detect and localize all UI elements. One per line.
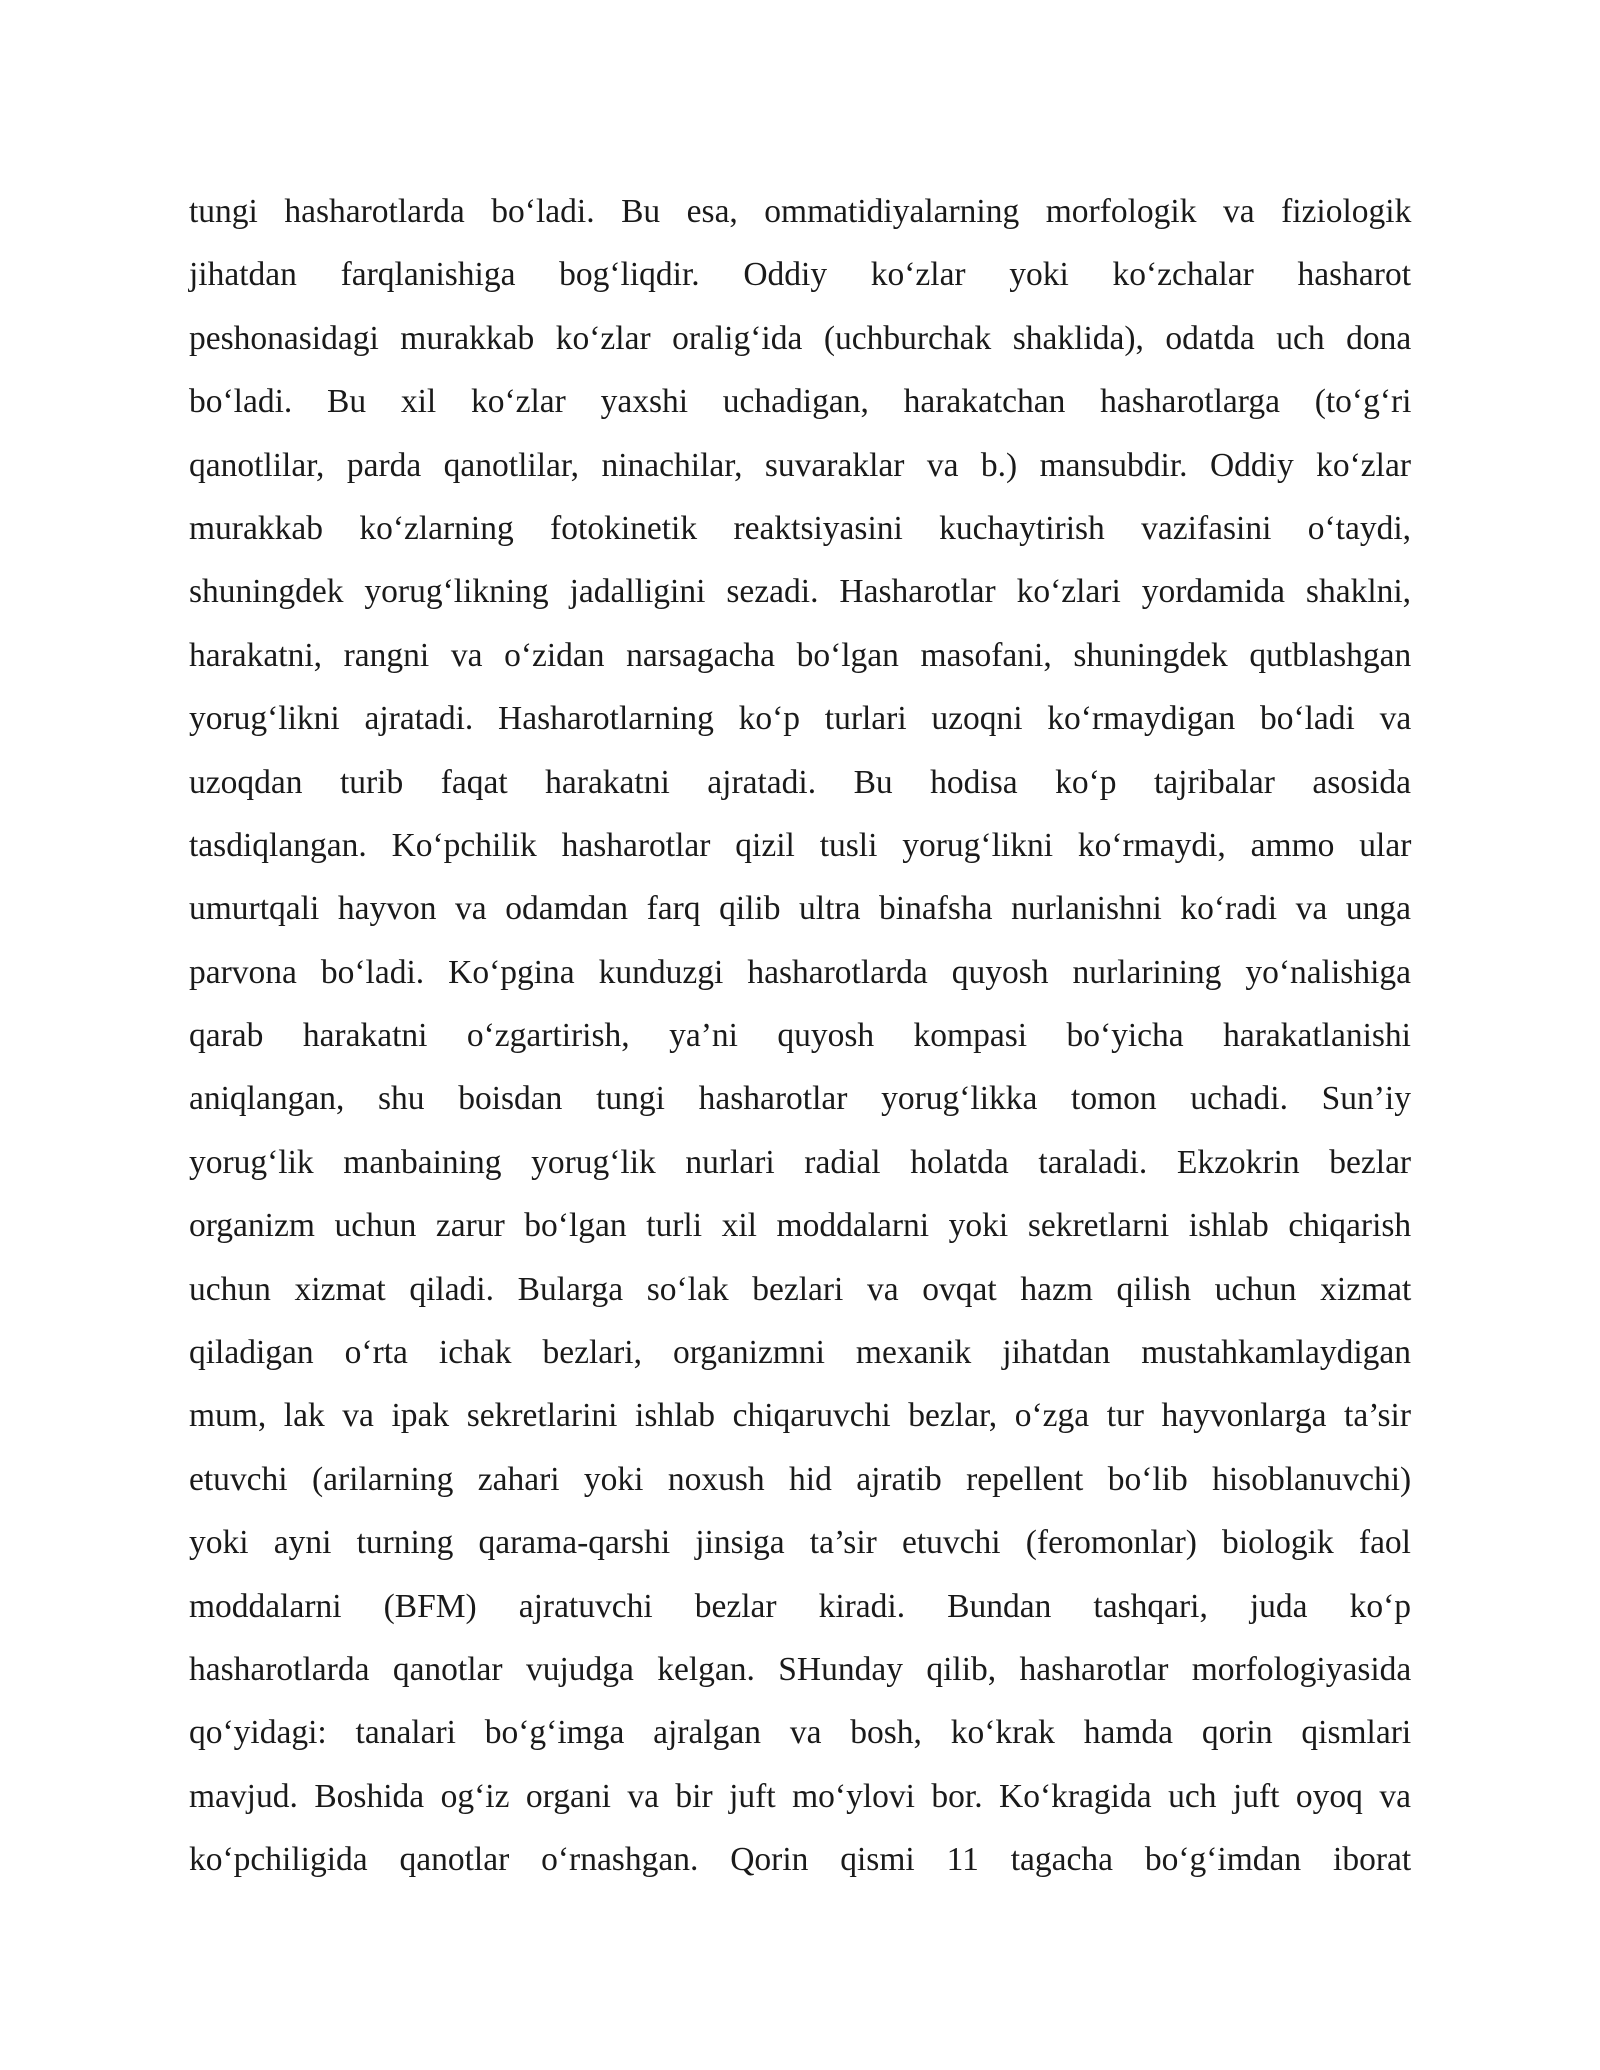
text-line: shuningdek yorug‘likning jadalligini sezadi. Hasharotlar ko‘zlari yordamida shaklni, bbox=[189, 573, 1412, 611]
text-line: murakkab ko‘zlarning fotokinetik reaktsiyasini kuchaytirish vazifasini o‘taydi, bbox=[189, 509, 1412, 547]
text-line: tasdiqlangan. Ko‘pchilik hasharotlar qizil tusli yorug‘likni ko‘rmaydi, ammo ular bbox=[189, 826, 1412, 864]
text-line: bo‘ladi. Bu xil ko‘zlar yaxshi uchadigan, harakatchan hasharotlarga (to‘g‘ri bbox=[189, 383, 1412, 421]
text-line: tungi hasharotlarda bo‘ladi. Bu esa, ommatidiyalarning morfologik va fiziologik bbox=[189, 193, 1412, 230]
text-line: qanotlilar, parda qanotlilar, ninachilar, suvaraklar va b.) mansubdir. Oddiy ko‘zlar bbox=[189, 446, 1411, 484]
text-line: uchun xizmat qiladi. Bularga so‘lak bezlari va ovqat hazm qilish uchun xizmat bbox=[189, 1270, 1412, 1308]
text-line: peshonasidagi murakkab ko‘zlar oralig‘ida (uchburchak shaklida), odatda uch dona bbox=[189, 319, 1412, 357]
text-line: organizm uchun zarur bo‘lgan turli xil moddalarni yoki sekretlarni ishlab chiqarish bbox=[189, 1207, 1412, 1245]
text-line: uzoqdan turib faqat harakatni ajratadi. Bu hodisa ko‘p tajribalar asosida bbox=[189, 763, 1412, 801]
text-line: jihatdan farqlanishiga bog‘liqdir. Oddiy ko‘zlar yoki ko‘zchalar hasharot bbox=[189, 256, 1411, 294]
text-line: hasharotlarda qanotlar vujudga kelgan. SHunday qilib, hasharotlar morfologiyasida bbox=[189, 1650, 1412, 1688]
text-line: parvona bo‘ladi. Ko‘pgina kunduzgi hasharotlarda quyosh nurlarining yo‘nalishiga bbox=[189, 953, 1411, 991]
body-text bbox=[189, 180, 1411, 1892]
text-line: yoki ayni turning qarama-qarshi jinsiga ta’sir etuvchi (feromonlar) biologik faol bbox=[189, 1524, 1411, 1562]
text-line: yorug‘lik manbaining yorug‘lik nurlari radial holatda taraladi. Ekzokrin bezlar bbox=[189, 1143, 1412, 1181]
text-line: harakatni, rangni va o‘zidan narsagacha bo‘lgan masofani, shuningdek qutblashgan bbox=[189, 636, 1412, 674]
text-line: aniqlangan, shu boisdan tungi hasharotlar yorug‘likka tomon uchadi. Sun’iy bbox=[189, 1080, 1411, 1118]
text-line: etuvchi (arilarning zahari yoki noxush hid ajratib repellent bo‘lib hisoblanuvchi) bbox=[189, 1460, 1412, 1498]
text-line: qiladigan o‘rta ichak bezlari, organizmni mexanik jihatdan mustahkamlaydigan bbox=[189, 1334, 1411, 1372]
text-line: mum, lak va ipak sekretlarini ishlab chiqaruvchi bezlar, o‘zga tur hayvonlarga ta’sir bbox=[189, 1397, 1411, 1435]
text-line: qo‘yidagi: tanalari bo‘g‘imga ajralgan va bosh, ko‘krak hamda qorin qismlari bbox=[189, 1714, 1412, 1752]
text-line: umurtqali hayvon va odamdan farq qilib ultra binafsha nurlanishni ko‘radi va unga bbox=[189, 890, 1411, 928]
text-line: moddalarni (BFM) ajratuvchi bezlar kiradi. Bundan tashqari, juda ko‘p bbox=[189, 1587, 1411, 1625]
text-line: qarab harakatni o‘zgartirish, ya’ni quyosh kompasi bo‘yicha harakatlanishi bbox=[189, 1017, 1411, 1055]
text-line: yorug‘likni ajratadi. Hasharotlarning ko‘p turlari uzoqni ko‘rmaydigan bo‘ladi va bbox=[189, 700, 1412, 738]
text-line: ko‘pchiligida qanotlar o‘rnashgan. Qorin qismi 11 tagacha bo‘g‘imdan iborat bbox=[189, 1841, 1412, 1879]
text-line: mavjud. Boshida og‘iz organi va bir juft mo‘ylovi bor. Ko‘kragida uch juft oyoq va bbox=[189, 1777, 1411, 1815]
